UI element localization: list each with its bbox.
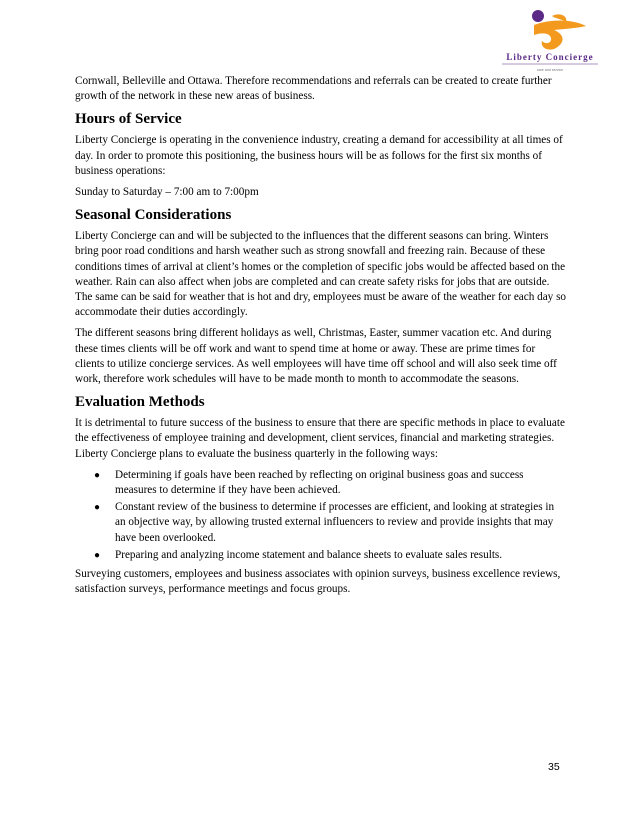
hours-paragraph: Liberty Concierge is operating in the convenience industry, creating a demand for accessibility at all times of day. In order to promote this positioning, the business hours will be as follows for the first six months of business operations: <box>75 134 563 177</box>
seasonal-paragraph-1: Liberty Concierge can and will be subjected to the influences that the different seasons can bring. Winters bring poor road conditions and harsh weather such as strong snowfall and freezing rain. Because of these conditions times of arrival at client’s homes or the completion of specific jobs would be affected based on the weather. Rain can also affect when jobs are completed and can create safety risks for jobs that are outside. The same can be said for weather that is hot and dry, employees must be aware of the weather for each day so accommodate their duties accordingly. <box>75 230 567 319</box>
liberty-concierge-logo <box>494 8 606 74</box>
bullet-icon: ● <box>94 469 101 481</box>
logo-graphic <box>494 8 606 74</box>
intro-paragraph: Cornwall, Belleville and Ottawa. Therefore recommendations and referrals can be created to create further growth of the network in these new areas of business. <box>75 75 552 103</box>
page-number: 35 <box>548 761 560 773</box>
bullet-text: Preparing and analyzing income statement and balance sheets to evaluate sales results. <box>115 548 503 561</box>
bullet-item <box>94 500 567 546</box>
bullet-text: Determining if goals have been reached by reflecting on original business goas and success measures to determine if they have been achieved. <box>115 468 524 497</box>
hours-schedule: Sunday to Saturday – 7:00 am to 7:00pm <box>75 186 259 199</box>
bullet-item <box>94 548 567 563</box>
evaluation-methods-heading: Evaluation Methods <box>75 394 205 411</box>
bullet-item <box>94 468 567 498</box>
bullet-icon: ● <box>94 549 101 561</box>
svg-text:Liberty Concierge: Liberty Concierge <box>506 52 594 62</box>
seasonal-considerations-heading: Seasonal Considerations <box>75 207 232 224</box>
closing-paragraph: Surveying customers, employees and business associates with opinion surveys, business excellence reviews, satisfaction surveys, performance meetings and focus groups. <box>75 568 561 596</box>
evaluation-paragraph: It is detrimental to future success of the business to ensure that there are specific methods in place to evaluate the effectiveness of employee training and development, client services, financial and marketing strategies. Liberty Concierge plans to evaluate the business quarterly in the following ways: <box>75 417 565 460</box>
evaluation-bullet-list <box>75 468 567 563</box>
page-content <box>75 74 567 603</box>
bullet-text: Constant review of the business to determine if processes are efficient, and looking at strategies in an objective way, by allowing trusted external influencers to review and provide insights that may have been overlooked. <box>115 501 555 544</box>
bullet-icon: ● <box>94 502 101 514</box>
svg-text:care and service: care and service <box>536 68 564 72</box>
seasonal-paragraph-2: The different seasons bring different holidays as well, Christmas, Easter, summer vacation etc. And during these times clients will be off work and want to spend time at home or away. These are prime times for clients to utilize concierge services. As well employees will have time off school and will also seek time off work, therefore work schedules will have to be made month to month to accommodate the seasons. <box>75 327 557 386</box>
hours-of-service-heading: Hours of Service <box>75 111 182 128</box>
